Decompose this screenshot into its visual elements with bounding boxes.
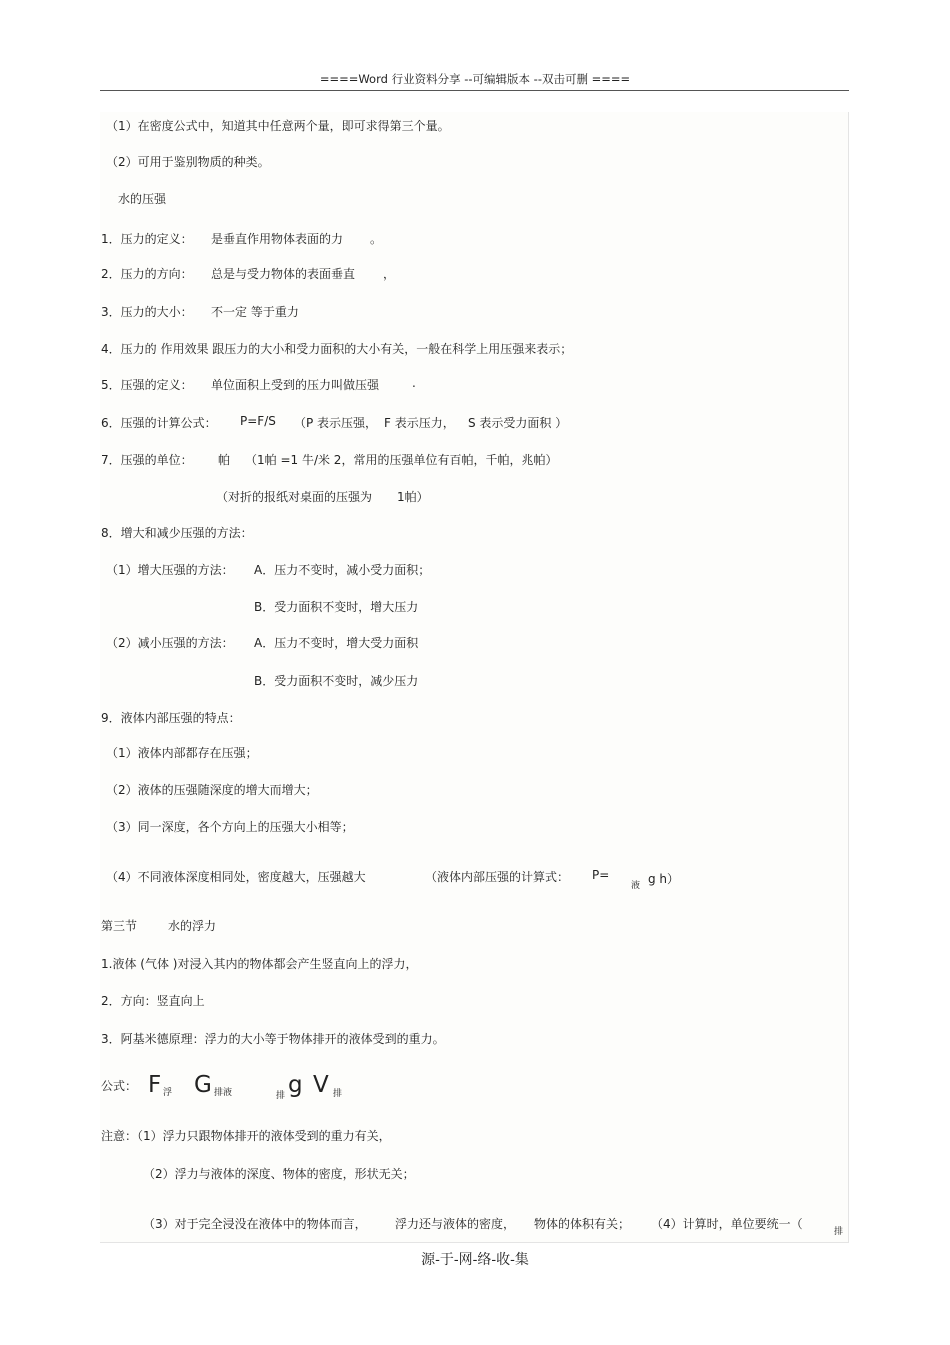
text-line: 1．压力的定义： xyxy=(101,232,193,246)
text-line: 3．阿基米德原理：浮力的大小等于物体排开的液体受到的重力。 xyxy=(101,1032,445,1046)
text-line: （4）计算时，单位要统一（ xyxy=(651,1217,803,1231)
section-heading: 第三节 xyxy=(101,919,138,933)
text-line: . xyxy=(412,376,416,390)
text-line: 9．液体内部压强的特点： xyxy=(101,711,241,725)
formula-subscript: 排液 xyxy=(214,1088,233,1098)
text-line: （1）增大压强的方法： xyxy=(106,563,234,577)
page-header: ====Word 行业资料分享 --可编辑版本 --双击可删 ==== xyxy=(319,72,631,86)
text-line: 。 xyxy=(370,232,383,246)
text-line: 公式： xyxy=(101,1079,138,1093)
text-line: 7．压强的单位： xyxy=(101,453,193,467)
text-line: （对折的报纸对桌面的压强为 xyxy=(216,490,373,504)
text-line: 浮力还与液体的密度， xyxy=(395,1217,516,1231)
text-line: B．受力面积不变时，减少压力 xyxy=(254,674,419,688)
header-rule xyxy=(100,90,849,91)
text-line: （2）可用于鉴别物质的种类。 xyxy=(106,155,270,169)
text-line: （2）浮力与液体的深度、物体的密度，形状无关； xyxy=(143,1167,415,1181)
formula-subscript: 排 xyxy=(276,1091,286,1101)
text-line: 2．方向：竖直向上 xyxy=(101,994,205,1008)
text-line: ， xyxy=(383,267,396,281)
text-line: 6．压强的计算公式： xyxy=(101,416,217,430)
section-heading: 水的浮力 xyxy=(168,919,217,933)
text-line: （液体内部压强的计算式： xyxy=(425,870,570,884)
text-line: 1帕） xyxy=(397,490,429,504)
formula-symbol: V xyxy=(313,1072,329,1098)
text-line: （2）液体的压强随深度的增大而增大； xyxy=(106,783,318,797)
text-line: 2．压力的方向： xyxy=(101,267,193,281)
formula-subscript: 液 xyxy=(631,881,641,891)
text-line: 单位面积上受到的压力叫做压强 xyxy=(211,378,380,392)
text-line: 注意：（1）浮力只跟物体排开的液体受到的重力有关， xyxy=(101,1129,391,1143)
text-line: 不一定 等于重力 xyxy=(211,305,299,319)
text-line: （P 表示压强， xyxy=(294,416,378,430)
text-line: 1.液体 (气体 )对浸入其内的物体都会产生竖直向上的浮力， xyxy=(101,957,418,971)
formula: g h） xyxy=(648,872,680,886)
text-line: （3）对于完全浸没在液体中的物体而言， xyxy=(143,1217,367,1231)
text-line: （4）不同液体深度相同处，密度越大，压强越大 xyxy=(106,870,366,884)
text-line: 物体的体积有关； xyxy=(534,1217,631,1231)
formula-symbol: g xyxy=(288,1072,303,1098)
text-line: 是垂直作用物体表面的力 xyxy=(211,232,344,246)
formula-subscript: 浮 xyxy=(163,1088,173,1098)
text-line: 4．压力的 作用效果 跟压力的大小和受力面积的大小有关，一般在科学上用压强来表示； xyxy=(101,342,573,356)
text-line: （1）在密度公式中，知道其中任意两个量，即可求得第三个量。 xyxy=(106,119,450,133)
text-line: S 表示受力面积 ） xyxy=(468,416,568,430)
text-line: A．压力不变时，增大受力面积 xyxy=(254,636,419,650)
text-line: （3）同一深度，各个方向上的压强大小相等； xyxy=(106,820,354,834)
page-footer: 源-于-网-络-收-集 xyxy=(421,1252,529,1268)
text-line: B．受力面积不变时，增大压力 xyxy=(254,600,419,614)
text-line: A．压力不变时，减小受力面积； xyxy=(254,563,431,577)
text-line: （1帕 =1 牛/米 2，常用的压强单位有百帕，千帕，兆帕） xyxy=(245,453,558,467)
text-line: 5．压强的定义： xyxy=(101,378,193,392)
formula: P=F/S xyxy=(240,414,276,428)
text-line: 3．压力的大小： xyxy=(101,305,193,319)
section-heading: 水的压强 xyxy=(118,192,167,206)
formula: P= xyxy=(592,868,610,882)
text-line: 8．增大和减少压强的方法： xyxy=(101,526,253,540)
text-line: （1）液体内部都存在压强； xyxy=(106,746,258,760)
text-line: 总是与受力物体的表面垂直 xyxy=(211,267,356,281)
formula-symbol: F xyxy=(148,1072,162,1098)
text-line: 帕 xyxy=(218,453,231,467)
text-line: （2）减小压强的方法： xyxy=(106,636,234,650)
formula-subscript: 排 xyxy=(834,1227,844,1237)
formula-symbol: G xyxy=(194,1072,212,1098)
text-line: F 表示压力， xyxy=(384,416,455,430)
formula-subscript: 排 xyxy=(333,1089,343,1099)
